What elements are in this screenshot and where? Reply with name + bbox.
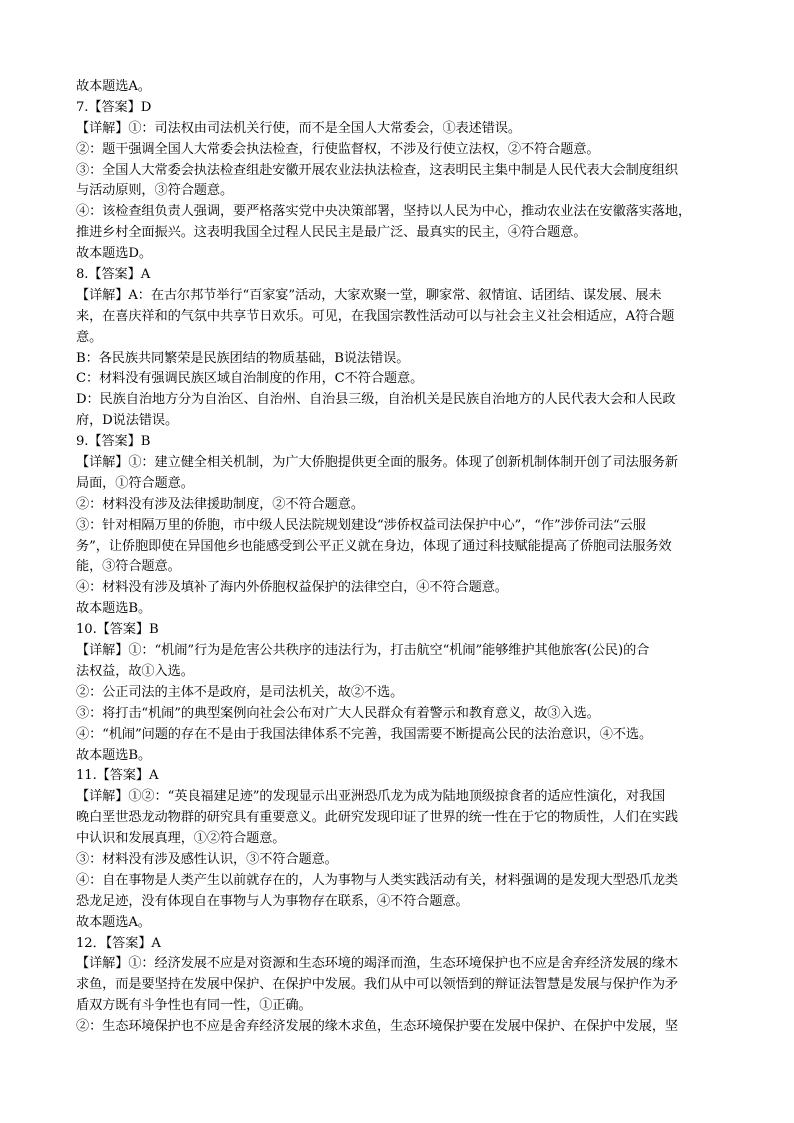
question-answer-heading: 10.【答案】B (76, 622, 159, 638)
text-line: 【详解】①：建立健全相关机制，为广大侨胞提供更全面的服务。体现了创新机制体制开创了司法服务新 (76, 455, 679, 471)
text-line: ④：自在事物是人类产生以前就存在的，人为事物与人类实践活动有关，材料强调的是发现大型恐爪龙类 (76, 872, 679, 888)
text-line: 来，在喜庆祥和的气氛中共享节日欢乐。可见，在我国宗教性活动可以与社会主义社会相适应，A符合题 (76, 308, 675, 324)
text-line: 意。 (76, 329, 103, 345)
text-line: 故本题选A。 (76, 914, 151, 930)
text-line: ②：公正司法的主体不是政府，是司法机关，故②不选。 (76, 684, 404, 700)
answer-explanation-page (76, 77, 726, 1038)
text-line: 【详解】①：经济发展不应是对资源和生态环境的竭泽而渔，生态环境保护也不应是舍弃经济发展的缘木 (76, 956, 679, 972)
text-line: ②：生态环境保护也不应是舍弃经济发展的缘木求鱼，生态环境保护要在发展中保护、在保护中发展，坚 (76, 1019, 679, 1035)
text-line: ④：该检查组负责人强调，要严格落实党中央决策部署，坚持以人民为中心，推动农业法在安徽落实落地， (76, 204, 692, 220)
text-line: 恐龙足迹，没有体现自在事物与人为事物存在联系，④不符合题意。 (76, 893, 469, 909)
text-line: 能，③符合题意。 (76, 559, 181, 575)
text-line: 【详解】①：“机闹”行为是危害公共秩序的违法行为，打击航空“机闹”能够维护其他旅客(公民)的合 (76, 643, 650, 659)
text-line: 中认识和发展真理，①②符合题意。 (76, 831, 286, 847)
text-line: 【详解】A：在古尔邦节举行“百家宴”活动，大家欢聚一堂，聊家常、叙情谊、话团结、谋发展、展未 (76, 287, 662, 303)
text-line: C：材料没有强调民族区域自治制度的作用，C不符合题意。 (76, 371, 424, 387)
text-line: 【详解】①②：“英良福建足迹”的发现显示出亚洲恐爪龙为成为陆地顶级掠食者的适应性演化，对我国 (76, 789, 666, 805)
text-line: 局面，①符合题意。 (76, 475, 194, 491)
text-line: ④：材料没有涉及填补了海内外侨胞权益保护的法律空白，④不符合题意。 (76, 580, 508, 596)
text-line: 与活动原则，③符合题意。 (76, 183, 234, 199)
text-line: ②：题干强调全国人大常委会执法检查，行使监督权，不涉及行使立法权，②不符合题意。 (76, 141, 600, 157)
text-line: B：各民族共同繁荣是民族团结的物质基础，B说法错误。 (76, 350, 410, 366)
text-line: ③：全国人大常委会执法检查组赴安徽开展农业法执法检查，这表明民主集中制是人民代表大会制度组织 (76, 162, 679, 178)
text-line: 求鱼，而是要坚持在发展中保护、在保护中发展。我们从中可以领悟到的辩证法智慧是发展与保护作为矛 (76, 977, 679, 993)
question-answer-heading: 7.【答案】D (76, 99, 152, 115)
text-line: 故本题选B。 (76, 601, 152, 617)
text-line: 故本题选A。 (76, 79, 151, 94)
text-line: D：民族自治地方分为自治区、自治州、自治县三级，自治机关是民族自治地方的人民代表大会和人民政 (76, 392, 676, 408)
text-line: 晚白垩世恐龙动物群的研究具有重要意义。此研究发现印证了世界的统一性在于它的物质性，人们在实践 (76, 810, 679, 826)
text-line: 故本题选B。 (76, 747, 152, 763)
text-line: ④：“机闹”问题的存在不是由于我国法律体系不完善，我国需要不断提高公民的法治意识，④不选。 (76, 726, 653, 742)
text-line: 府，D说法错误。 (76, 413, 179, 429)
text-line: ②：材料没有涉及法律援助制度，②不符合题意。 (76, 496, 364, 512)
text-line: 故本题选D。 (76, 246, 152, 262)
text-line: ③：针对相隔万里的侨胞，市中级人民法院规划建设“涉侨权益司法保护中心”，“作”涉侨司法“云服 (76, 517, 646, 533)
text-line: ③：将打击“机闹”的典型案例向社会公布对广大人民群众有着警示和教育意义，故③入选。 (76, 705, 600, 721)
text-line: 推进乡村全面振兴。这表明我国全过程人民民主是最广泛、最真实的民主，④符合题意。 (76, 225, 587, 241)
text-line: 【详解】①：司法权由司法机关行使，而不是全国人大常委会，①表述错误。 (76, 120, 521, 136)
question-answer-heading: 11.【答案】A (76, 768, 159, 784)
text-line: 法权益，故①入选。 (76, 663, 194, 679)
text-line: ③：材料没有涉及感性认识，③不符合题意。 (76, 851, 338, 867)
text-line: 盾双方既有斗争性也有同一性，①正确。 (76, 998, 312, 1014)
question-answer-heading: 12．【答案】A (76, 935, 161, 951)
question-answer-heading: 9.【答案】B (76, 434, 151, 450)
question-answer-heading: 8.【答案】A (76, 267, 151, 283)
text-line: 务”，让侨胞即使在异国他乡也能感受到公平正义就在身边，体现了通过科技赋能提高了侨胞司法服务效 (76, 538, 672, 554)
